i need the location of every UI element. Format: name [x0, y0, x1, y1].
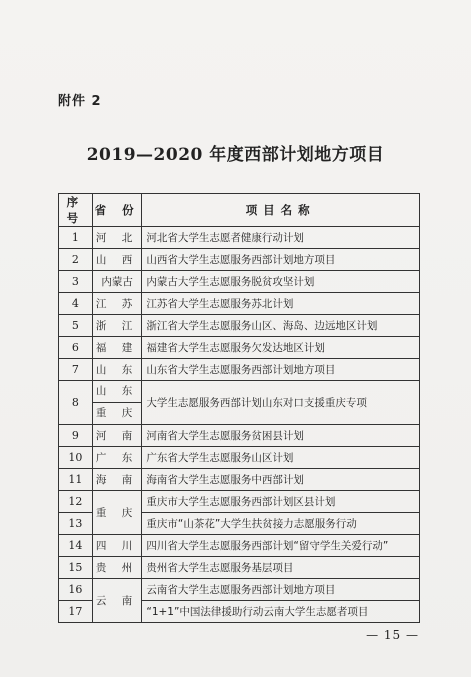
- row-province: 福 建: [92, 337, 142, 359]
- row-number: 17: [59, 601, 93, 623]
- row-province: 山 东: [92, 359, 142, 381]
- row-province: 四 川: [92, 535, 142, 557]
- row-project-name: 贵州省大学生志愿服务基层项目: [142, 557, 420, 579]
- row-number: 11: [59, 469, 93, 491]
- table-row: [59, 271, 420, 293]
- table-row: [59, 249, 420, 271]
- page-title: 2019—2020 年度西部计划地方项目: [86, 145, 385, 165]
- row-project-name: 内蒙古大学生志愿服务脱贫攻坚计划: [142, 271, 420, 293]
- row-project-name: 海南省大学生志愿服务中西部计划: [142, 469, 420, 491]
- row-number: 13: [59, 513, 93, 535]
- row-number: 9: [59, 425, 93, 447]
- row-province: 江 苏: [92, 293, 142, 315]
- row-project-name: 云南省大学生志愿服务西部计划地方项目: [142, 579, 420, 601]
- row-project-name: “1+1”中国法律援助行动云南大学生志愿者项目: [142, 601, 420, 623]
- row-project-name: 河南省大学生志愿服务贫困县计划: [142, 425, 420, 447]
- header-project-name: 项目名称: [142, 194, 420, 227]
- row-province: 山 西: [92, 249, 142, 271]
- row-project-name: 山西省大学生志愿服务西部计划地方项目: [142, 249, 420, 271]
- row-project-name: 重庆市大学生志愿服务西部计划区县计划: [142, 491, 420, 513]
- row-number: 14: [59, 535, 93, 557]
- row-province-split: [92, 381, 142, 425]
- table-row: [59, 557, 420, 579]
- row-project-name: 四川省大学生志愿服务西部计划“留守学生关爱行动”: [142, 535, 420, 557]
- row-project-name: 河北省大学生志愿者健康行动计划: [142, 227, 420, 249]
- row-project-name: 江苏省大学生志愿服务苏北计划: [142, 293, 420, 315]
- row-province: 广 东: [92, 447, 142, 469]
- row-project-name: 福建省大学生志愿服务欠发达地区计划: [142, 337, 420, 359]
- row-number: 10: [59, 447, 93, 469]
- table-row: [59, 425, 420, 447]
- row-number: 1: [59, 227, 93, 249]
- row-province: 内蒙古: [92, 271, 142, 293]
- row-number: 16: [59, 579, 93, 601]
- table-row: [59, 447, 420, 469]
- projects-table: [58, 193, 420, 623]
- attachment-label: 附件 2: [58, 94, 102, 109]
- row-province: 浙 江: [92, 315, 142, 337]
- table-row: [59, 227, 420, 249]
- row-project-name: 浙江省大学生志愿服务山区、海岛、边远地区计划: [142, 315, 420, 337]
- row-number: 8: [59, 381, 93, 425]
- row-province: 河 南: [92, 425, 142, 447]
- table-row: [59, 491, 420, 513]
- table-row: [59, 359, 420, 381]
- row-province: 海 南: [92, 469, 142, 491]
- row-province-b: 重 庆: [93, 402, 142, 424]
- row-project-name: 大学生志愿服务西部计划山东对口支援重庆专项: [142, 381, 420, 425]
- row-province: 云 南: [92, 579, 142, 623]
- row-number: 6: [59, 337, 93, 359]
- table-row: [59, 337, 420, 359]
- row-number: 15: [59, 557, 93, 579]
- row-province: 河 北: [92, 227, 142, 249]
- row-number: 4: [59, 293, 93, 315]
- page-number: — 15 —: [366, 628, 419, 642]
- row-number: 12: [59, 491, 93, 513]
- row-province-a: 山 东: [95, 385, 139, 397]
- row-number: 3: [59, 271, 93, 293]
- row-number: 7: [59, 359, 93, 381]
- table-row: [59, 579, 420, 601]
- row-province: 贵 州: [92, 557, 142, 579]
- row-project-name: 山东省大学生志愿服务西部计划地方项目: [142, 359, 420, 381]
- table-row: [59, 469, 420, 491]
- row-province: 重 庆: [92, 491, 142, 535]
- header-province: 省 份: [92, 194, 142, 227]
- row-project-name: 广东省大学生志愿服务山区计划: [142, 447, 420, 469]
- header-num: 序号: [59, 194, 93, 227]
- table-row: [59, 315, 420, 337]
- table-row: [59, 535, 420, 557]
- table-row: [59, 293, 420, 315]
- row-number: 5: [59, 315, 93, 337]
- table-header-row: [59, 194, 420, 227]
- row-project-name: 重庆市“山茶花”大学生扶贫接力志愿服务行动: [142, 513, 420, 535]
- row-number: 2: [59, 249, 93, 271]
- table-row: [59, 381, 420, 425]
